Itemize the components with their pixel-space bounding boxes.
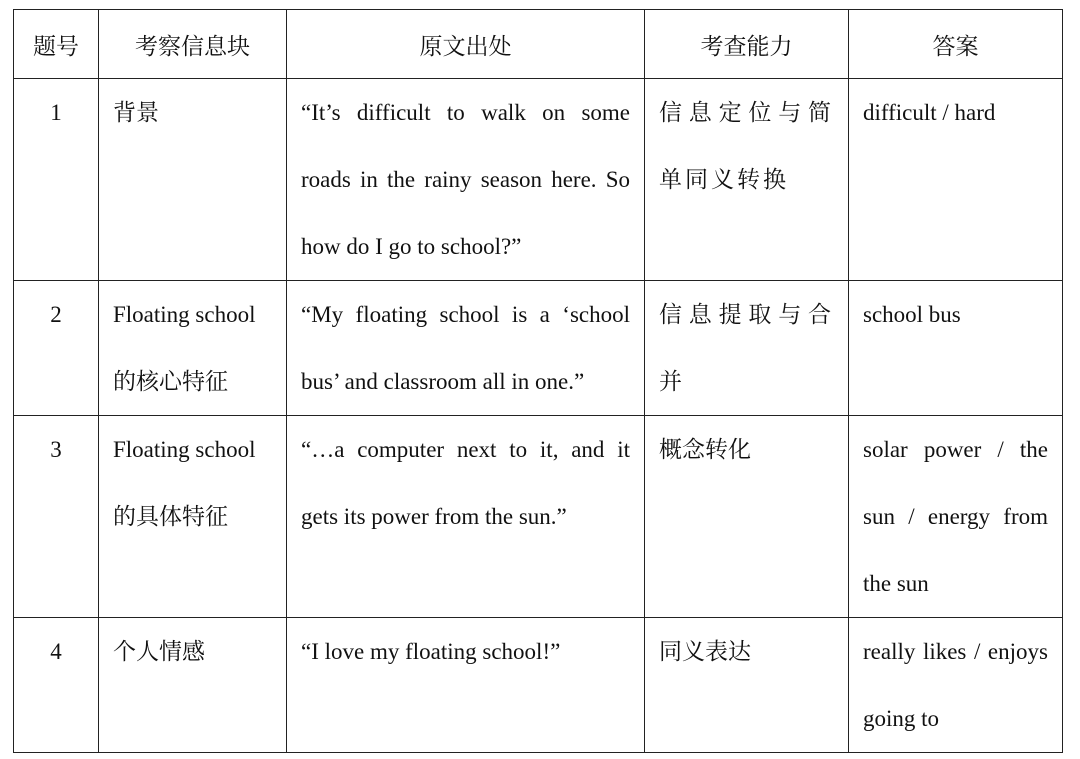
- cell-number: 2: [14, 281, 99, 416]
- cell-info-block: 背景: [99, 79, 287, 281]
- cell-info-block: 个人情感: [99, 618, 287, 753]
- cell-number: 3: [14, 416, 99, 618]
- header-row: [14, 10, 1063, 79]
- cell-source: “…a computer next to it, and it gets its power from the sun.”: [287, 416, 645, 618]
- cell-ability: 概念转化: [645, 416, 849, 618]
- cell-answer: school bus: [849, 281, 1063, 416]
- table-row: [14, 79, 1063, 281]
- cell-ability: 同义表达: [645, 618, 849, 753]
- cell-info-block: Floating school 的核心特征: [99, 281, 287, 416]
- header-info-block: 考察信息块: [99, 10, 287, 79]
- table-row: [14, 618, 1063, 753]
- cell-answer: solar power / the sun / energy from the sun: [849, 416, 1063, 618]
- table-row: [14, 416, 1063, 618]
- cell-ability: 信息提取与合并: [645, 281, 849, 416]
- header-ability: 考查能力: [645, 10, 849, 79]
- cell-source: “I love my floating school!”: [287, 618, 645, 753]
- cell-number: 1: [14, 79, 99, 281]
- cell-ability: 信息定位与简单同义转换: [645, 79, 849, 281]
- header-answer: 答案: [849, 10, 1063, 79]
- cell-source: “It’s difficult to walk on some roads in the rainy season here. So how do I go to school?”: [287, 79, 645, 281]
- answer-analysis-table: [13, 9, 1063, 753]
- cell-answer: really likes / enjoys going to: [849, 618, 1063, 753]
- header-source: 原文出处: [287, 10, 645, 79]
- cell-number: 4: [14, 618, 99, 753]
- cell-answer: difficult / hard: [849, 79, 1063, 281]
- cell-info-block: Floating school 的具体特征: [99, 416, 287, 618]
- table-row: [14, 281, 1063, 416]
- cell-source: “My floating school is a ‘school bus’ and classroom all in one.”: [287, 281, 645, 416]
- header-number: 题号: [14, 10, 99, 79]
